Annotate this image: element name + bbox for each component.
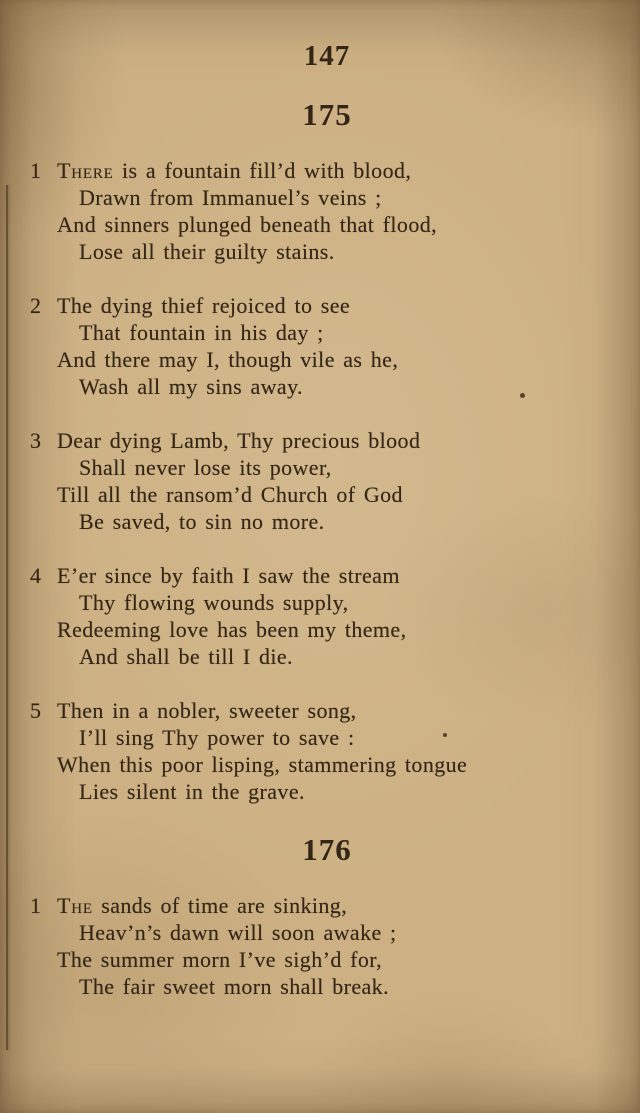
verse-line: Shall never lose its power, [79, 455, 332, 480]
verse-line: When this poor lisping, stammering tongue [57, 752, 468, 777]
verse-line: Dear dying Lamb, Thy precious blood [57, 428, 421, 453]
verse-line: And sinners plunged beneath that flood, [57, 212, 438, 237]
verse-number: 4 [30, 563, 42, 588]
verse-line: That fountain in his day ; [79, 320, 324, 345]
verse-number: 3 [30, 428, 42, 453]
verse-line: And shall be till I die. [79, 644, 293, 669]
smallcaps-lead-word: There [57, 158, 114, 183]
verse-line: The dying thief rejoiced to see [57, 293, 351, 318]
verse-line: Thy flowing wounds supply, [79, 590, 349, 615]
verse-line: Drawn from Immanuel’s veins ; [79, 185, 382, 210]
verse-number: 2 [30, 293, 42, 318]
hymns [30, 97, 624, 1000]
verse-line: There is a fountain fill’d with blood, [57, 158, 412, 183]
verse-line: Be saved, to sin no more. [79, 509, 325, 534]
hymn-section [30, 832, 624, 1000]
verse [30, 892, 624, 1000]
verse-line: And there may I, though vile as he, [57, 347, 399, 372]
smallcaps-lead-word: The [57, 893, 93, 918]
verse-line: The sands of time are sinking, [57, 893, 348, 918]
page-number: 147 [303, 40, 351, 72]
verse-line: Heav’n’s dawn will soon awake ; [79, 920, 397, 945]
verse [30, 697, 624, 805]
hymn-number-heading: 175 [302, 97, 352, 132]
verse-line: Then in a nobler, sweeter song, [57, 698, 357, 723]
verse [30, 292, 624, 400]
verse-line: The fair sweet morn shall break. [79, 974, 389, 999]
hymn-number-heading: 176 [302, 832, 352, 867]
verse [30, 427, 624, 535]
verse-number: 5 [30, 698, 42, 723]
verse [30, 562, 624, 670]
verse-line: I’ll sing Thy power to save : [79, 725, 355, 750]
binding-crease [6, 185, 8, 1050]
verse [30, 157, 624, 265]
verse-line: Lose all their guilty stains. [79, 239, 335, 264]
verse-line: Till all the ransom’d Church of God [57, 482, 403, 507]
verse-line: E’er since by faith I saw the stream [57, 563, 400, 588]
hymn-section [30, 97, 624, 805]
verse-number: 1 [30, 158, 42, 183]
verse-line: The summer morn I’ve sigh’d for, [57, 947, 383, 972]
verse-line: Wash all my sins away. [79, 374, 303, 399]
verse-line: Lies silent in the grave. [79, 779, 305, 804]
verse-line: Redeeming love has been my theme, [57, 617, 407, 642]
verse-number: 1 [30, 893, 42, 918]
